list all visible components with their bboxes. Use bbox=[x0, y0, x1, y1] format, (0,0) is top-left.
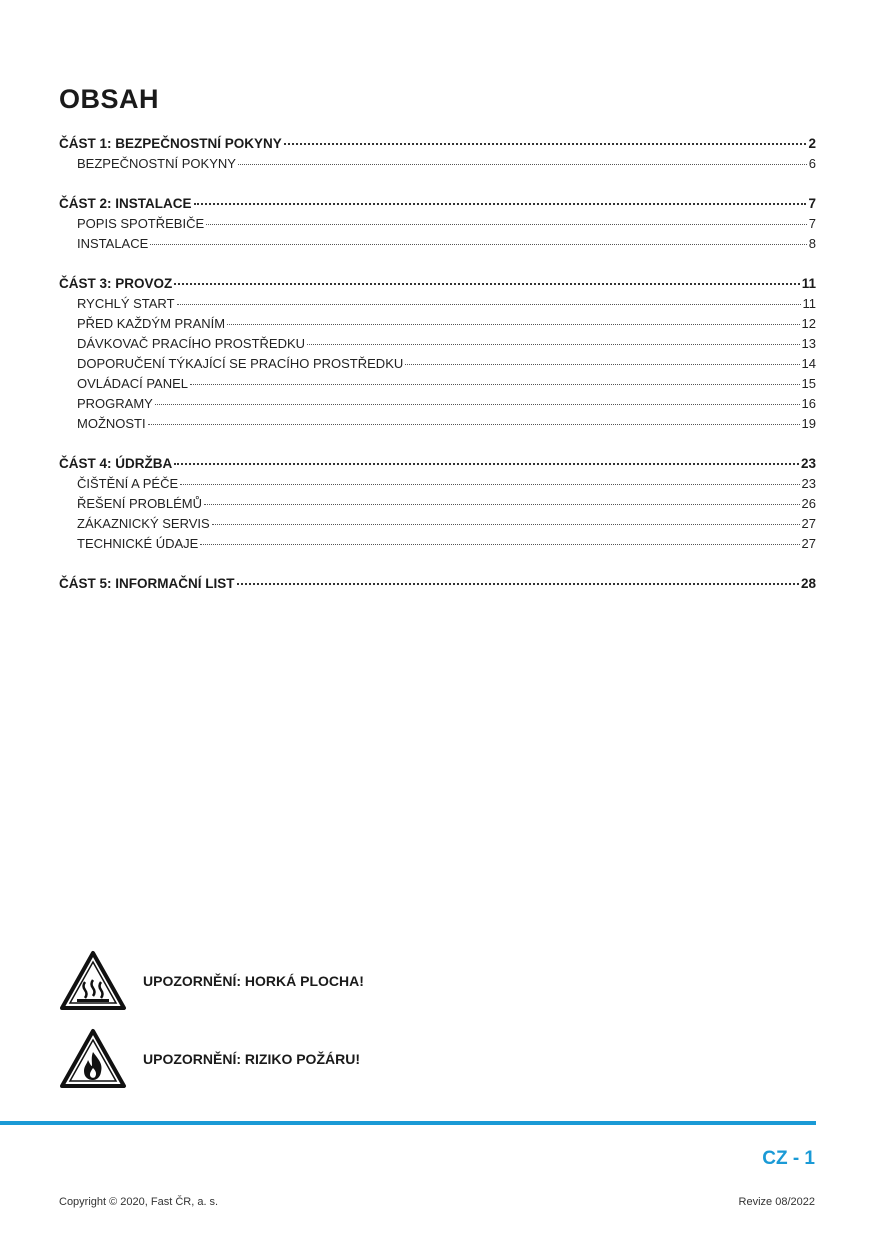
toc-subsection-row[interactable] bbox=[59, 154, 816, 174]
toc-section-row[interactable] bbox=[59, 194, 816, 214]
toc-section-row[interactable] bbox=[59, 274, 816, 294]
toc-entry-label: ČÁST 4: ÚDRŽBA bbox=[59, 456, 173, 471]
toc-subsection-row[interactable] bbox=[59, 394, 816, 414]
toc-entry-label: ŘEŠENÍ PROBLÉMŮ bbox=[77, 496, 202, 511]
revision-text: Revize 08/2022 bbox=[738, 1196, 815, 1208]
toc-entry-label: ČÁST 5: INFORMAČNÍ LIST bbox=[59, 576, 235, 591]
toc-entry-label: ČÁST 3: PROVOZ bbox=[59, 276, 173, 291]
toc-dot-leader bbox=[174, 463, 799, 465]
toc-page-number: 23 bbox=[800, 456, 816, 471]
toc-page-number: 7 bbox=[808, 216, 816, 231]
toc-dot-leader bbox=[150, 244, 806, 245]
toc-page-number: 8 bbox=[808, 236, 816, 251]
toc-dot-leader bbox=[227, 324, 799, 325]
toc-page-number: 13 bbox=[801, 336, 816, 351]
toc-subsection-row[interactable] bbox=[59, 494, 816, 514]
fire-risk-warning bbox=[59, 1028, 360, 1090]
toc-dot-leader bbox=[212, 524, 800, 525]
toc-entry-label: DOPORUČENÍ TÝKAJÍCÍ SE PRACÍHO PROSTŘEDKU bbox=[77, 356, 404, 371]
toc-entry-label: BEZPEČNOSTNÍ POKYNY bbox=[77, 156, 236, 171]
toc-subsection-row[interactable] bbox=[59, 534, 816, 554]
toc-dot-leader bbox=[180, 484, 799, 485]
toc-subsection-row[interactable] bbox=[59, 214, 816, 234]
toc-dot-leader bbox=[148, 424, 800, 425]
page-number: CZ - 1 bbox=[762, 1148, 815, 1169]
toc-entry-label: DÁVKOVAČ PRACÍHO PROSTŘEDKU bbox=[77, 336, 306, 351]
toc-dot-leader bbox=[206, 224, 807, 225]
hot-surface-warning-text: UPOZORNĚNÍ: HORKÁ PLOCHA! bbox=[143, 973, 364, 989]
toc-entry-label: OVLÁDACÍ PANEL bbox=[77, 376, 189, 391]
toc-entry-label: ZÁKAZNICKÝ SERVIS bbox=[77, 516, 210, 531]
table-of-contents bbox=[59, 134, 816, 594]
toc-subsection-row[interactable] bbox=[59, 374, 816, 394]
copyright-text: Copyright © 2020, Fast ČR, a. s. bbox=[59, 1196, 219, 1208]
toc-entry-label: PŘED KAŽDÝM PRANÍM bbox=[77, 316, 226, 331]
toc-subsection-row[interactable] bbox=[59, 334, 816, 354]
fire-risk-icon bbox=[59, 1028, 127, 1090]
toc-page-number: 2 bbox=[808, 136, 816, 151]
toc-subsection-row[interactable] bbox=[59, 294, 816, 314]
toc-entry-label: ČIŠTĚNÍ A PÉČE bbox=[77, 476, 179, 491]
toc-entry-label: RYCHLÝ START bbox=[77, 296, 175, 311]
footer-divider bbox=[0, 1121, 816, 1125]
hot-surface-warning bbox=[59, 950, 364, 1012]
toc-page-number: 11 bbox=[802, 296, 816, 311]
toc-dot-leader bbox=[405, 364, 799, 365]
toc-page-number: 28 bbox=[800, 576, 816, 591]
toc-subsection-row[interactable] bbox=[59, 474, 816, 494]
hot-surface-icon bbox=[59, 950, 127, 1012]
toc-section-row[interactable] bbox=[59, 134, 816, 154]
toc-entry-label: INSTALACE bbox=[77, 236, 149, 251]
toc-dot-leader bbox=[194, 203, 807, 205]
toc-entry-label: PROGRAMY bbox=[77, 396, 153, 411]
toc-dot-leader bbox=[204, 504, 800, 505]
toc-page-number: 12 bbox=[801, 316, 816, 331]
toc-page-number: 14 bbox=[801, 356, 816, 371]
fire-risk-warning-text: UPOZORNĚNÍ: RIZIKO POŽÁRU! bbox=[143, 1051, 360, 1067]
toc-page-number: 19 bbox=[801, 416, 816, 431]
toc-dot-leader bbox=[155, 404, 800, 405]
toc-dot-leader bbox=[200, 544, 799, 545]
toc-subsection-row[interactable] bbox=[59, 314, 816, 334]
toc-subsection-row[interactable] bbox=[59, 354, 816, 374]
toc-page-number: 23 bbox=[801, 476, 816, 491]
toc-entry-label: ČÁST 2: INSTALACE bbox=[59, 196, 192, 211]
toc-entry-label: POPIS SPOTŘEBIČE bbox=[77, 216, 205, 231]
toc-page-number: 27 bbox=[801, 516, 816, 531]
page-title: OBSAH bbox=[59, 84, 160, 114]
toc-dot-leader bbox=[307, 344, 800, 345]
toc-dot-leader bbox=[238, 164, 807, 165]
toc-dot-leader bbox=[237, 583, 799, 585]
toc-page-number: 6 bbox=[808, 156, 816, 171]
toc-page-number: 26 bbox=[801, 496, 816, 511]
toc-section-row[interactable] bbox=[59, 574, 816, 594]
toc-page-number: 7 bbox=[808, 196, 816, 211]
toc-section-row[interactable] bbox=[59, 454, 816, 474]
toc-entry-label: TECHNICKÉ ÚDAJE bbox=[77, 536, 199, 551]
toc-dot-leader bbox=[177, 304, 801, 305]
toc-entry-label: MOŽNOSTI bbox=[77, 416, 146, 431]
toc-subsection-row[interactable] bbox=[59, 234, 816, 254]
toc-page-number: 27 bbox=[801, 536, 816, 551]
toc-page-number: 16 bbox=[801, 396, 816, 411]
toc-dot-leader bbox=[190, 384, 800, 385]
toc-page-number: 15 bbox=[801, 376, 816, 391]
toc-page-number: 11 bbox=[801, 276, 816, 291]
toc-dot-leader bbox=[174, 283, 799, 285]
toc-subsection-row[interactable] bbox=[59, 414, 816, 434]
toc-dot-leader bbox=[284, 143, 807, 145]
toc-subsection-row[interactable] bbox=[59, 514, 816, 534]
toc-entry-label: ČÁST 1: BEZPEČNOSTNÍ POKYNY bbox=[59, 136, 282, 151]
